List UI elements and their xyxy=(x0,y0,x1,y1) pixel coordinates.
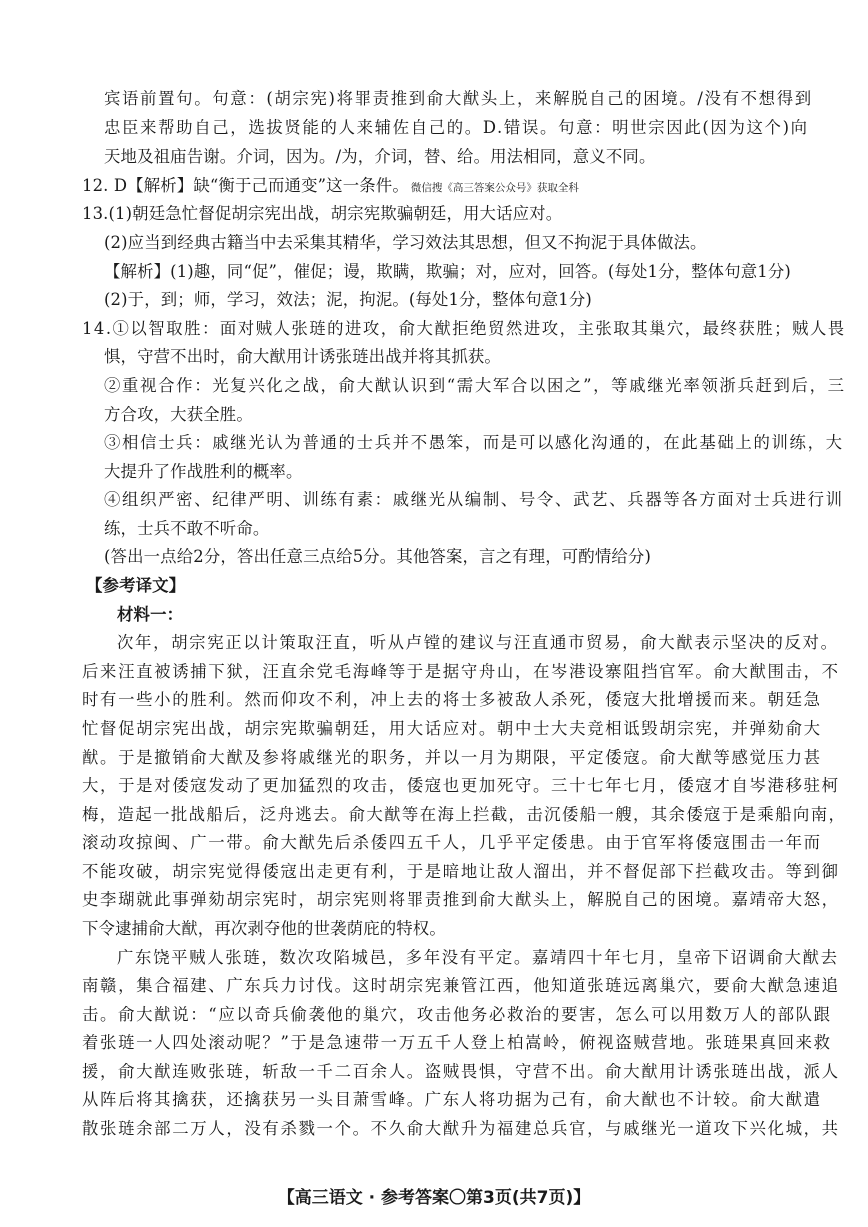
translation-line: 史李瑚就此事弹劾胡宗宪时，胡宗宪则将罪责推到俞大猷头上，解脱自己的困境。嘉靖帝大怒， xyxy=(82,890,840,909)
translation-line: 散张琏余部二万人，没有杀戮一个。不久俞大猷升为福建总兵官，与戚继光一道攻下兴化城，共 xyxy=(82,1119,840,1138)
translation-line: 广东饶平贼人张琏，数次攻陷城邑，多年没有平定。嘉靖四十年七月，皇帝下诏调俞大猷去 xyxy=(117,948,839,967)
question-14-line: ②重视合作：光复兴化之战，俞大猷认识到“需大军合以困之”，等戚继光率领浙兵赶到后，三 xyxy=(104,376,846,395)
translation-line: 援，俞大猷连败张琏，斩敌一千二百余人。盗贼畏惧，守营不出。俞大猷用计诱张琏出战，派人 xyxy=(82,1062,840,1081)
question-14-line: 方合攻，大获全胜。 xyxy=(104,405,253,424)
analysis-line: 天地及祖庙告谢。介词，因为。/为，介词，替、给。用法相同，意义不同。 xyxy=(104,147,656,166)
translation-line: 时有一些小的胜利。然而仰攻不利，冲上去的将士多被敌人杀死，倭寇大批增援而来。朝廷急 xyxy=(82,690,822,709)
question-14-line: 练，士兵不敢不听命。 xyxy=(104,519,270,538)
question-13-line: 13.(1)朝廷急忙督促胡宗宪出战，胡宗宪欺骗朝廷，用大话应对。 xyxy=(82,204,563,223)
question-13-analysis: 【解析】(1)趣，同“促”，催促；谩，欺瞒，欺骗；对，应对，回答。(每处1分，整体句意1分) xyxy=(104,262,791,281)
watermark-note: 微信搜《高三答案公众号》获取全科 xyxy=(410,182,579,194)
translation-line: 着张琏一人四处滚动呢？”于是急速带一万五千人登上柏嵩岭，俯视盗贼营地。张琏果真回来救 xyxy=(82,1033,832,1052)
translation-line: 猷。于是撤销俞大猷及参将戚继光的职务，并以一月为期限，平定倭寇。俞大猷等感觉压力甚 xyxy=(82,748,822,767)
translation-line: 不能攻破，胡宗宪觉得倭寇出走更有利，于是暗地让敌人溜出，并不督促部下拦截攻击。等到御 xyxy=(82,862,840,881)
question-14-scoring: (答出一点给2分，答出任意三点给5分。其他答案，言之有理，可酌情给分) xyxy=(104,547,652,566)
translation-line: 忙督促胡宗宪出战，胡宗宪欺骗朝廷，用大话应对。朝中士大夫竞相诋毁胡宗宪，并弹劾俞大 xyxy=(82,719,822,738)
translation-line: 从阵后将其擒获，还擒获另一头目萧雪峰。广东人将功据为己有，俞大猷也不计较。俞大猷遣 xyxy=(82,1090,822,1109)
question-14-line: 14.①以智取胜：面对贼人张琏的进攻，俞大猷拒绝贸然进攻，主张取其巢穴，最终获胜；贼人畏 xyxy=(82,319,846,338)
question-13-line: (2)应当到经典古籍当中去采集其精华，学习效法其思想，但又不拘泥于具体做法。 xyxy=(104,233,707,252)
translation-line: 后来汪直被诱捕下狱，汪直余党毛海峰等于是据守舟山，在岑港设寨阻挡官军。俞大猷围击，不 xyxy=(82,662,840,681)
question-14-line: 惧，守营不出时，俞大猷用计诱张琏出战并将其抓获。 xyxy=(104,347,501,366)
question-14-line: ④组织严密、纪律严明、训练有素：戚继光从编制、号令、武艺、兵器等各方面对士兵进行训 xyxy=(104,490,844,509)
page-footer: 【高三语文 · 参考答案〇第3页(共7页)】 xyxy=(277,1188,591,1208)
question-12 xyxy=(82,176,579,198)
translation-line: 击。俞大猷说：“应以奇兵偷袭他的巢穴，攻击他务必救治的要害，怎么可以用数万人的部队跟 xyxy=(82,1005,832,1024)
translation-line: 大，于是对倭寇发动了更加猛烈的攻击，倭寇也更加死守。三十七年七月，倭寇才自岑港移驻柯 xyxy=(82,776,840,795)
question-13-analysis: (2)于，到；师，学习，效法；泥，拘泥。(每处1分，整体句意1分) xyxy=(104,290,592,309)
analysis-line: 宾语前置句。句意：(胡宗宪)将罪责推到俞大猷头上，来解脱自己的困境。/没有不想得到 xyxy=(104,89,813,108)
translation-line: 次年，胡宗宪正以计策取汪直，听从卢镗的建议与汪直通市贸易，俞大猷表示坚决的反对。 xyxy=(117,633,839,652)
material-label: 材料一： xyxy=(117,605,184,624)
translation-line: 南赣，集合福建、广东兵力讨伐。这时胡宗宪兼管江西，他知道张琏远离巢穴，要俞大猷急速追 xyxy=(82,976,840,995)
translation-line: 梅，造起一批战船后，泛舟逃去。俞大猷等在海上拦截，击沉倭船一艘，其余倭寇于是乘船向南， xyxy=(82,805,847,824)
translation-line: 下令逮捕俞大猷，再次剥夺他的世袭荫庇的特权。 xyxy=(82,919,446,938)
analysis-line: 忠臣来帮助自己，选拔贤能的人来辅佐自己的。D.错误。句意：明世宗因此(因为这个)向 xyxy=(104,118,809,137)
translation-line: 滚动攻掠闽、广一带。俞大猷先后杀倭四五千人，几乎平定倭患。由于官军将倭寇围击一年而 xyxy=(82,833,822,852)
translation-heading: 【参考译文】 xyxy=(86,576,186,595)
question-12-answer: 12. D【解析】缺“衡于己而通变”这一条件。 xyxy=(82,176,409,195)
question-14-line: 大提升了作战胜利的概率。 xyxy=(104,462,303,481)
question-14-line: ③相信士兵：戚继光认为普通的士兵并不愚笨，而是可以感化沟通的，在此基础上的训练，大 xyxy=(104,433,844,452)
